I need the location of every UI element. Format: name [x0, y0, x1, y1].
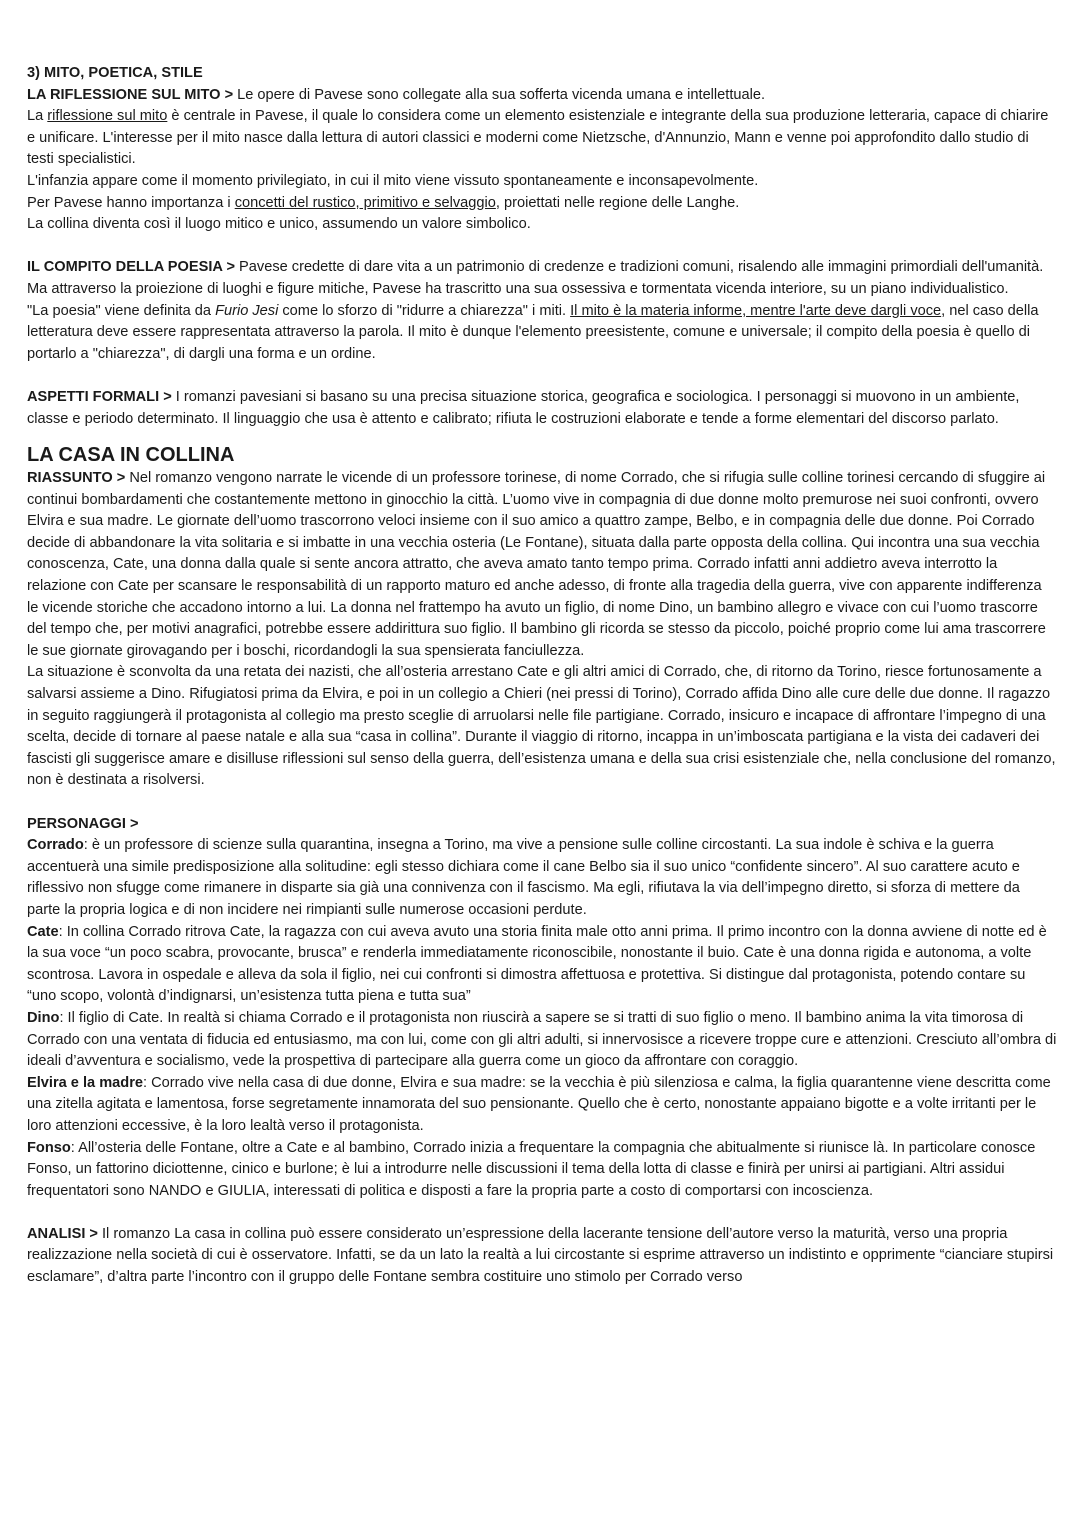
underlined-concetti: concetti del rustico, primitivo e selvaggio [234, 194, 496, 211]
section-heading-mito: 3) MITO, POETICA, STILE [27, 65, 203, 81]
paragraph-mito-centrale: La riflessione sul mito è centrale in Pavese, il quale lo considera come un elemento esistenziale e integrante della sua produzione letteraria, capace di chiarire e unificare. L'interesse per il mito nasce dalla lettura di autori classici e moderni come Nietzsche, d'Annunzio, Mann e venne poi approfondito dallo studio di testi specialistici. [27, 108, 1049, 168]
paragraph-analisi: ANALISI > Il romanzo La casa in collina può essere considerato un’espressione della lacerante tensione dell’autore verso la maturità, verso una propria realizzazione nella società di cui è osservatore. Infatti, se da un lato la realtà a lui circostante si esprime attraverso un indistinto e opprimente “cianciare stupirsi esclamare”, d’altra parte l’incontro con il gruppo delle Fontane sembra costituire uno stimolo per Corrado verso [27, 1225, 1054, 1286]
label-analisi: ANALISI > [27, 1225, 98, 1242]
character-dino: Dino: Il figlio di Cate. In realtà si chiama Corrado e il protagonista non riuscirà a sapere se si tratti di suo figlio o meno. Il bambino anima la vita timorosa di Corrado con una ventata di fiducia ed entusiasmo, ma con lui, come con gli altri adulti, si innervosisce a ricevere troppe cure e attenzioni. Cresciuto all’ombra di ideali d’avventura e socialismo, vede la prospettiva di partecipare alla guerra come un gioco da affrontare con coraggio. [27, 1009, 1057, 1070]
paragraph-compito-poesia: IL COMPITO DELLA POESIA > Pavese credette di dare vita a un patrimonio di credenze e tradizioni comuni, risalendo alle immagini primordiali dell'umanità. Ma attraverso la proiezione di luoghi e figure mitiche, Pavese ha trascritto una sua ossessiva e tormentata vicenda interiore, su un piano individualistico. [27, 259, 1044, 297]
spacer [27, 792, 1057, 814]
paragraph-infanzia: L'infanzia appare come il momento privilegiato, in cui il mito viene vissuto spontaneamente e inconsapevolmente. [27, 172, 759, 189]
paragraph-riflessione-mito: LA RIFLESSIONE SUL MITO > Le opere di Pavese sono collegate alla sua sofferta vicenda umana e intellettuale. [27, 86, 766, 103]
spacer [27, 236, 1057, 258]
character-elvira: Elvira e la madre: Corrado vive nella casa di due donne, Elvira e sua madre: se la vecchia è più silenziosa e calma, la figlia quarantenne viene descritta come una zitella agitata e lamentosa, forse segretamente innamorata del suo pensionante. Quello che è certo, nonostante appaiano bigotte e a volte irritanti per le loro attenzioni eccessive, è la loro lealtà verso il protagonista. [27, 1074, 1051, 1134]
label-aspetti-formali: ASPETTI FORMALI > [27, 388, 172, 405]
label-riflessione-mito: LA RIFLESSIONE SUL MITO > [27, 86, 234, 103]
underlined-riflessione: riflessione sul mito [47, 108, 168, 125]
paragraph-riassunto: RIASSUNTO > Nel romanzo vengono narrate le vicende di un professore torinese, di nome Corrado, che si rifugia sulle colline torinesi cercando di sfuggire ai continui bombardamenti che costantemente mettono in ginocchio la città. L’uomo vive in compagnia di due donne molto premurose nei suoi confronti, ovvero Elvira e sua madre. Le giornate dell’uomo trascorrono veloci insieme con il suo amico a quattro zampe, Belbo, e in compagnia delle due donne. Poi Corrado decide di abbandonare la vita solitaria e si imbatte in una vecchia osteria (Le Fontane), situata dalla parte opposta della collina. Qui incontra una sua vecchia conoscenza, Cate, una donna dalla quale si sente ancora attratto, che aveva amato tanto tempo prima. Corrado infatti anni addietro aveva interrotto la relazione con Cate per scansare le responsabilità di un rapporto maturo ed anche adesso, di fronte alla tragedia della guerra, vive con apparente indifferenza le vicende storiche che accadono intorno a lui. La donna nel frattempo ha avuto un figlio, di nome Dino, un bambino allegro e vivace con cui l’uomo trascorre del tempo che, per motivi anagrafici, potrebbe essere addirittura suo figlio. Il bambino gli ricorda se stesso da piccolo, poiché proprio come lui ama trascorrere le sue giornate girovagando per i boschi, ricordandogli la sua spensierata fanciullezza. [27, 470, 1046, 659]
title-casa-in-collina: LA CASA IN COLLINA [27, 444, 235, 467]
paragraph-retata: La situazione è sconvolta da una retata dei nazisti, che all’osteria arrestano Cate e gli altri amici di Corrado, che, di ritorno da Torino, riesce fortunosamente a salvarsi assieme a Dino. Rifugiatosi prima da Elvira, e poi in un collegio a Chieri (nei pressi di Torino), Corrado affida Dino alle cure delle due donne. Il ragazzo in seguito raggiungerà il protagonista al collegio ma presto sceglie di arruolarsi nelle file partigiane. Corrado, insicuro e incapace di affrontare l’impegno di una scelta, decide di tornare al paese natale e alla sua “casa in collina”. Durante il viaggio di ritorno, incappa in un’imboscata partigiana e la vista dei cadaveri dei fascisti gli suggerisce amare e disilluse riflessioni sul senso della guerra, dell’esistenza umana e della sua crisi esistenziale che, nella conclusione del romanzo, non è destinata a risolversi. [27, 664, 1056, 789]
spacer [27, 1202, 1057, 1224]
character-name: Elvira e la madre [27, 1074, 144, 1091]
paragraph-collina: La collina diventa così il luogo mitico e unico, assumendo un valore simbolico. [27, 216, 531, 233]
label-riassunto: RIASSUNTO > [27, 470, 126, 487]
document-page [27, 63, 1057, 1289]
spacer [27, 430, 1057, 442]
character-cate: Cate: In collina Corrado ritrova Cate, la ragazza con cui aveva avuto una storia finita male otto anni prima. Il primo incontro con la donna avviene di notte ed è la sua voce “un poco scabra, provocante, brusca” e renderla immediatamente riconoscibile, nonostante il buio. Cate è una donna rigida e autonoma, a volte scontrosa. Lavora in ospedale e alleva da sola il figlio, nei cui confronti si dimostra affettuosa e protettiva. Si distingue dal protagonista, potendo contare su “uno scopo, volontà d’indignarsi, un’esistenza tutta piena e tutta sua” [27, 923, 1047, 1005]
paragraph-furio-jesi: "La poesia" viene definita da Furio Jesi come lo sforzo di "ridurre a chiarezza" i miti. Il mito è la materia informe, mentre l'arte deve dargli voce, nel caso della letteratura deve essere rappresentata attraverso la parola. Il mito è dunque l'elemento preesistente, comune e universale; il compito della poesia è quello di portarlo a "chiarezza", di dargli una forma e un ordine. [27, 302, 1039, 362]
character-name: Cate [27, 923, 59, 940]
paragraph-aspetti-formali: ASPETTI FORMALI > I romanzi pavesiani si basano su una precisa situazione storica, geografica e sociologica. I personaggi si muovono in un ambiente, classe e periodo determinato. Il linguaggio che usa è attento e calibrato; rifiuta le costruzioni elaborate e tende a forme elementari del discorso parlato. [27, 388, 1020, 427]
spacer [27, 365, 1057, 387]
character-name: Dino [27, 1009, 60, 1026]
character-name: Corrado [27, 837, 84, 854]
italic-furio-jesi: Furio Jesi [215, 302, 279, 319]
label-compito-poesia: IL COMPITO DELLA POESIA > [27, 259, 235, 276]
character-fonso: Fonso: All’osteria delle Fontane, oltre a Cate e al bambino, Corrado inizia a frequentare la compagnia che abitualmente si riunisce là. In particolare conosce Fonso, un fattorino diciottenne, cinico e burlone; è lui a introdurre nelle discussioni il tema della lotta di classe e finirà per unirsi ai partigiani. Altri assidui frequentatori sono NANDO e GIULIA, interessati di politica e disposti a fare la propria parte a costo di comportarsi con incoscienza. [27, 1139, 1036, 1199]
underlined-mito-materia: Il mito è la materia informe, mentre l'arte deve dargli voce [570, 302, 942, 319]
section-heading-personaggi: PERSONAGGI > [27, 815, 139, 832]
character-corrado: Corrado: è un professore di scienze sulla quarantina, insegna a Torino, ma vive a pensione sulle colline circostanti. La sua indole è schiva e la guerra accentuerà una simile predisposizione alla solitudine: egli stesso dichiara come il cane Belbo sia il suo unico “confidente sincero”. Al suo carattere acuto e riflessivo non sfugge come rimanere in disparte sia già una connivenza con il fascismo. Ma egli, rifiutava la via dell’impegno diretto, si sforza di mettere da parte la propria logica e di non incidere nei rimpianti sulle numerose occasioni perdute. [27, 837, 1020, 918]
character-name: Fonso [27, 1139, 71, 1156]
paragraph-concetti: Per Pavese hanno importanza i concetti del rustico, primitivo e selvaggio, proiettati nelle regione delle Langhe. [27, 194, 740, 211]
